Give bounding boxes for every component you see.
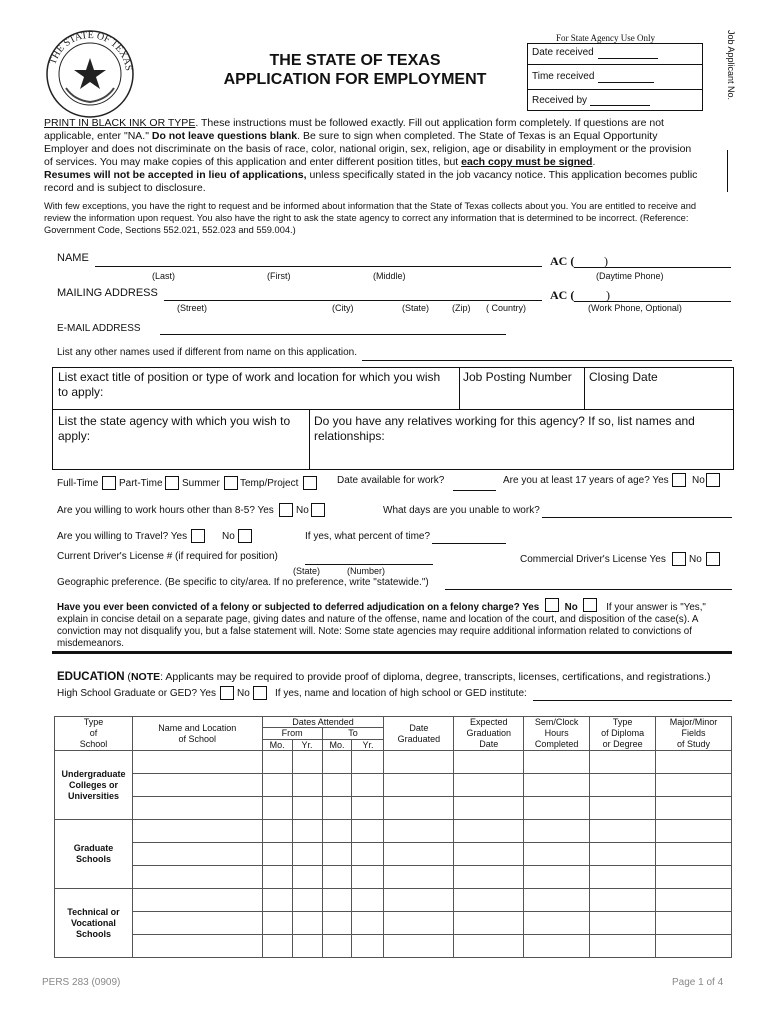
state-seal xyxy=(44,28,136,120)
time-received-label: Time received xyxy=(532,71,595,82)
age17-yes-checkbox[interactable] xyxy=(672,473,686,487)
row-graduate-label: Graduate Schools xyxy=(55,820,133,889)
felony-no-checkbox[interactable] xyxy=(583,598,597,612)
hs-no-checkbox[interactable] xyxy=(253,686,267,700)
form-id: PERS 283 (0909) xyxy=(42,977,121,988)
position-title-label: List exact title of position or type of work and location for which you wish to apply: xyxy=(58,370,441,399)
date-received-label: Date received xyxy=(532,47,594,58)
other-names-label: List any other names used if different from name on this application. xyxy=(57,347,357,358)
hs-yes-checkbox[interactable] xyxy=(220,686,234,700)
work-phone-field[interactable] xyxy=(574,301,731,302)
received-by-label: Received by xyxy=(532,95,588,106)
agency-label: List the state agency with which you wish to apply: xyxy=(58,414,291,443)
name-field[interactable] xyxy=(95,266,542,267)
job-posting-label: Job Posting Number xyxy=(463,370,572,384)
travel-no-checkbox[interactable] xyxy=(238,529,252,543)
travel-yes-checkbox[interactable] xyxy=(191,529,205,543)
row-undergrad-label: Undergraduate Colleges or Universities xyxy=(55,751,133,820)
education-heading: EDUCATION (NOTE: Applicants may be required to provide proof of diploma, degree, transcripts, licenses, certifications, and registrations.) xyxy=(57,671,711,683)
row-technical-label: Technical or Vocational Schools xyxy=(55,889,133,958)
cdl-yes-checkbox[interactable] xyxy=(672,552,686,566)
seal-text: THE STATE OF TEXAS xyxy=(47,29,134,72)
closing-date-label: Closing Date xyxy=(589,370,658,384)
geo-preference-field[interactable] xyxy=(445,589,732,590)
hours-no-checkbox[interactable] xyxy=(311,503,325,517)
page-number: Page 1 of 4 xyxy=(672,977,724,988)
felony-yes-checkbox[interactable] xyxy=(545,598,559,612)
education-table: Type of School Name and Location of School Dates Attended Date Graduated Expected Graduation Date Sem/Clock Hours Completed Type of Diploma or Degree Major/Minor Fields of Study From To Mo. Yr. Mo. Yr. Undergraduate Colleges or Universities Graduate Schools Technical or Vocational Schools xyxy=(54,716,732,958)
hours-yes-checkbox[interactable] xyxy=(279,503,293,517)
mailing-address-field[interactable] xyxy=(164,300,542,301)
position-section xyxy=(52,367,734,470)
summer-checkbox[interactable] xyxy=(224,476,238,490)
temp-project-checkbox[interactable] xyxy=(303,476,317,490)
travel-percent-field[interactable] xyxy=(432,543,506,544)
name-label: NAME xyxy=(57,252,89,264)
cdl-no-checkbox[interactable] xyxy=(706,552,720,566)
agency-use-label: For State Agency Use Only xyxy=(556,33,655,43)
page-title-line1: THE STATE OF TEXAS xyxy=(269,52,441,69)
license-number-field[interactable] xyxy=(305,564,433,565)
job-applicant-no-label: Job Applicant No. xyxy=(726,30,736,101)
date-available-field[interactable] xyxy=(453,490,496,491)
instructions-paragraph: PRINT IN BLACK INK OR TYPE. These instructions must be followed exactly. Fill out application form completely. If questions are not applicable, enter "NA." Do not leave questions blank. Be sure to sign when completed. The State of Texas is an Equal Opportunity Employer and does not discriminate on the basis of race, color, national origin, sex, religion, age or disability in employment or the provision of services. You may make copies of this application and enter different position titles, but each copy must be signed. Resumes will not be accepted in lieu of applications, unless specifically stated in the job vacancy notice. This application becomes public record and is subject to disclosure. xyxy=(44,117,698,194)
felony-section: Have you ever been convicted of a felony or subjected to deferred adjudication on a felony charge? Yes No If your answer is "Yes," explain in concise detail on a separate page, giving dates and nature of the offense, name and location of the court, and disposition of the case(s). A conviction may not disqualify you, but a false statement will. Note: Some state agencies may require additional information related to convictions of misdemeanors. xyxy=(57,598,729,650)
mailing-address-label: MAILING ADDRESS xyxy=(57,287,158,299)
privacy-paragraph: With few exceptions, you have the right to request and be informed about information that the State of Texas collects about you. You are entitled to receive and review the information upon request. You also have the right to ask the state agency to correct any information that is determined to be incorrect. (Reference: Government Code, Sections 552.021, 552.023 and 559.004.) xyxy=(44,201,697,235)
work-ac-label: AC ( xyxy=(550,288,575,302)
page-title-line2: APPLICATION FOR EMPLOYMENT xyxy=(223,71,487,88)
part-time-checkbox[interactable] xyxy=(165,476,179,490)
email-field[interactable] xyxy=(160,334,506,335)
relatives-label: Do you have any relatives working for this agency? If so, list names and relationships: xyxy=(314,414,695,443)
daytime-ac-label: AC ( xyxy=(550,254,575,268)
daytime-phone-field[interactable] xyxy=(574,267,731,268)
days-unable-field[interactable] xyxy=(542,517,732,518)
age17-no-checkbox[interactable] xyxy=(706,473,720,487)
email-label: E-MAIL ADDRESS xyxy=(57,323,141,334)
full-time-checkbox[interactable] xyxy=(102,476,116,490)
other-names-field[interactable] xyxy=(362,360,732,361)
agency-use-box xyxy=(527,43,703,111)
section-divider xyxy=(52,651,732,654)
hs-name-field[interactable] xyxy=(533,700,732,701)
